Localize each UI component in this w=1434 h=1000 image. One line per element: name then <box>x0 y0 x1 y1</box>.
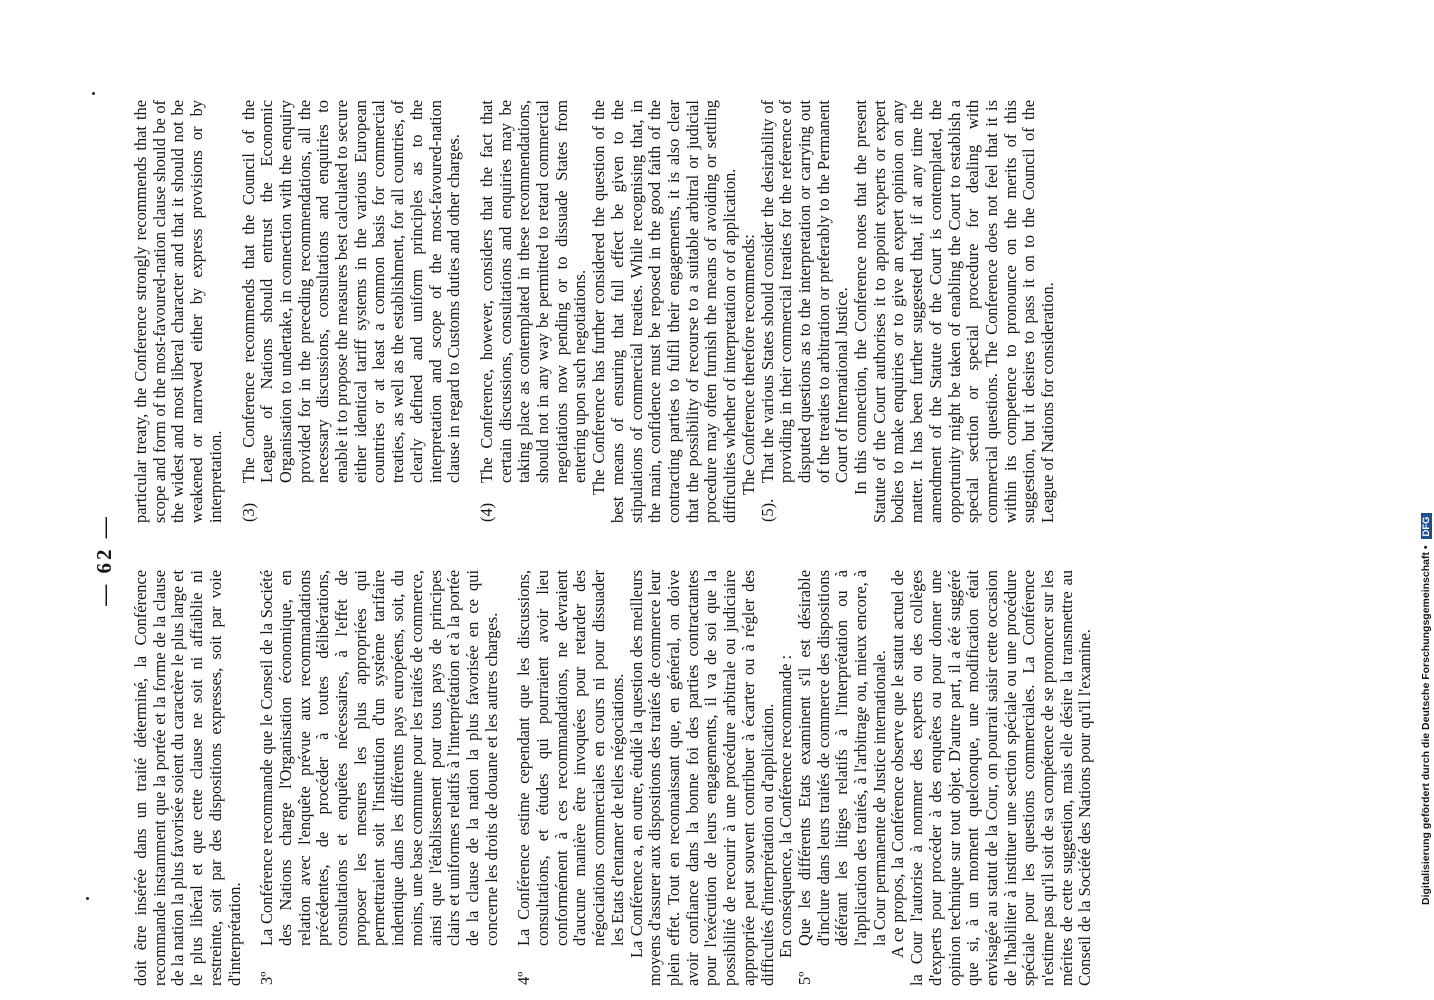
french-column <box>132 570 1095 986</box>
en-recommendation-4-text: The Conference, however, considers that the fact that certain discussions, consultations and enquiries may be taking place as contemplated in these recommendations, should not in any way be permitted to retard commercial negotiations now pending or to dissuade States from entering upon such negotiations. <box>476 100 590 483</box>
en-recommendation-5 <box>759 100 853 523</box>
credit-text: Digitalisierung gefördert durch die Deutsche Forschungsgemeinschaft • <box>1420 542 1432 905</box>
fr-item-number: 3º <box>257 971 277 985</box>
en-recommendation-3 <box>240 100 464 523</box>
digitization-credit <box>1420 513 1432 905</box>
fr-item-number: 4º <box>514 971 534 985</box>
en-item-number: (3) <box>238 502 258 522</box>
fr-recommend-line: En conséquence, la Conférence recommande : <box>776 654 796 958</box>
scan-speck <box>92 92 95 95</box>
fr-recommendation-4 <box>515 570 627 986</box>
en-intro-paragraph: particular treaty, the Conference strongly recommends that the scope and form of the most-favoured-nation clause should be of the widest and most liberal character and that it should not be weakened or narrowed either by express provisions or by interpretation. <box>131 100 225 523</box>
en-item-number: (4) <box>476 502 496 522</box>
en-recommend-line: The Conference therefore recommends: <box>738 234 758 495</box>
fr-paragraph: A ce propos, la Conférence observe que le statut actuel de la Cour l'autorise à nommer des experts ou des collèges d'experts pour procéder à des enquêtes ou pour donner une opinion technique sur tout objet. D'autre part, il a été suggéré que si, à un moment quelconque, une modification était envisagée au statut de la Cour, on pourrait saisir cette occasion de l'habiliter à instituer une section spéciale ou une procédure spéciale pour les questions commerciales. La Conférence n'estime pas qu'il soit de sa compétence de se prononcer sur les mérites de cette suggestion, mais elle désire la transmettre au Conseil de la Société des Nations pour qu'il l'examine. <box>888 570 1095 986</box>
en-item-number: (5). <box>757 498 777 522</box>
en-recommendation-5-text: That the various States should consider the desirability of providing in their commercial treaties for the reference of disputed questions as to the interpretation or carrying out of the treaties to arbitration or preferably to the Permanent Court of International Justice. <box>757 100 852 483</box>
fr-item-number: 5º <box>794 971 814 985</box>
en-recommendation-3-text: The Conference recommends that the Council of the League of Nations should entrust the Economic Organisation to undertake, in connection with the enquiry provided for in the preceding recommendations, all the necessary discussions, consultations and enquiries to enable it to propose the measures best calculated to secure either identical tariff systems in the various European countries or at least a common basis for commercial treaties, as well as the establishment, for all countries, of clearly defined and uniform principles as to the interpretation and scope of the most-favoured-nation clause in regard to Customs duties and other charges. <box>238 100 464 483</box>
en-recommendation-4 <box>478 100 590 523</box>
scan-speck <box>86 897 89 900</box>
fr-paragraph: La Conférence a, en outre, étudié la question des meilleurs moyens d'assurer aux dispositions des traités de commerce leur plein effet. Tout en reconnaissant que, en général, on doive avoir confiance dans la bonne foi des parties contractantes pour l'exécution de leurs engagements, il va de soi que la possibilité de recourir à une procédure arbitrale ou judiciaire appropriée peut souvent contribuer à écarter ou à régler des difficultés d'interprétation ou d'application. <box>626 570 777 986</box>
fr-recommendation-3 <box>258 570 501 986</box>
fr-recommendation-3-text: La Conférence recommande que le Conseil de la Société des Nations charge l'Organisation économique, en relation avec l'enquête prévue aux recommandations précédentes, de procéder à toutes délibérations, consultations et enquêtes nécessaires, à l'effet de proposer les mesures les plus appropriées qui permettraient soit l'institution d'un système tarifaire indentique dans les différents pays européens, soit, du moins, une base commune pour les traités de commerce, ainsi que l'établissement pour tous pays de principes clairs et uniformes relatifs à l'interprétation et à la portée de la clause de la nation la plus favorisée en ce qui concerne les droits de douane et les autres charges. <box>257 570 501 946</box>
dfg-logo: DFG <box>1421 513 1432 539</box>
english-column <box>132 100 1058 523</box>
fr-recommendation-5-text: Que les différents Etats examinent s'il est désirable d'inclure dans leurs traités de commerce des dispositions déférant les litiges relatifs à l'interprétation ou à l'application des traités, à l'arbitrage ou, mieux encore, à la Cour permanente de Justice internationale. <box>794 570 889 946</box>
fr-recommendation-4-text: La Conférence estime cependant que les discussions, consultations, et études qui pourraient avoir lieu conformément à ces recommandations, ne devraient d'aucune manière être invoquées pour retarder des négociations commerciales en cours ni pour dissuader les Etats d'entamer de telles négociations. <box>514 570 627 946</box>
fr-intro-paragraph: doit être insérée dans un traité déterminé, la Conférence recommande instamment que la portée et la forme de la clause de la nation la plus favorisée soient du caractère le plus large et le plus libéral et que cette clause ne soit ni affaiblie ni restreinte, soit par des dispositions expresses, soit par voie d'interprétation. <box>131 570 244 986</box>
en-paragraph: In this connection, the Conference notes that the present Statute of the Court authorises it to appoint experts or expert bodies to make enquiries or to give an expert opinion on any matter. It has been further suggested that, if at any time the amendment of the Statute of the Court is contemplated, the opportunity might be taken of enabling the Court to establish a special section or special procedure for dealing with commercial questions. The Conference does not feel that it is within its competence to pronounce on the merits of this suggestion, but it desires to pass it on to the Council of the League of Nations for consideration. <box>851 100 1058 523</box>
page-number: — 62 — <box>92 514 116 606</box>
en-paragraph: The Conference has further considered the question of the best means of ensuring that full effect be given to the stipulations of commercial treaties. While recognising that, in the main, confidence must be reposed in the good faith of the contracting parties to fulfil their engagements, it is also clear that the possibility of recourse to a suitable arbitral or judicial procedure may often furnish the means of avoiding or settling difficulties whether of interpretation or of application. <box>589 100 740 523</box>
fr-recommendation-5 <box>796 570 890 986</box>
